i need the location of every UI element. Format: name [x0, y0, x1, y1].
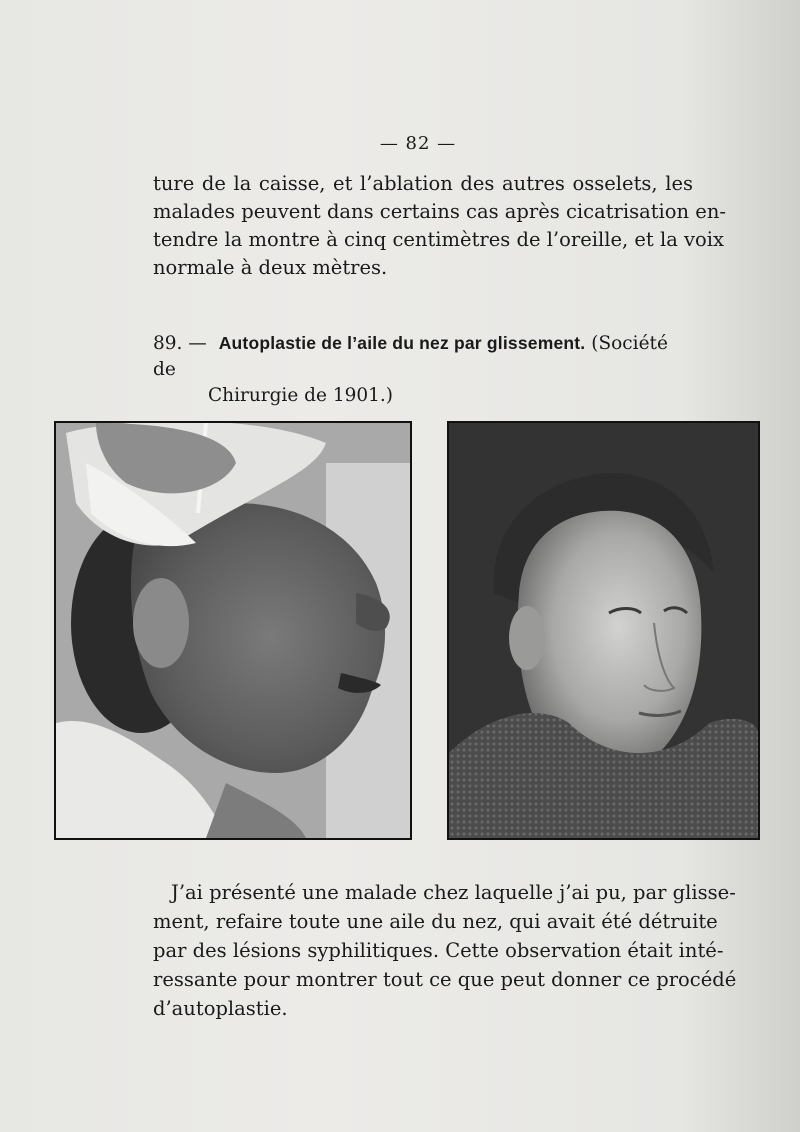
section-heading	[153, 330, 683, 409]
figure-right-photo	[447, 421, 760, 840]
portrait-photo-illustration	[449, 423, 758, 838]
text-line: normale à deux mètres.	[153, 256, 388, 279]
text-line: d’autoplastie.	[153, 997, 288, 1020]
text-line: tendre la montre à cinq centimètres de l’oreille, et la voix	[153, 228, 725, 251]
text-line: par des lésions syphilitiques. Cette observation était inté-	[153, 939, 724, 962]
text-line: malades peuvent dans certains cas après cicatrisation en-	[153, 200, 726, 223]
text-line: ressante pour montrer tout ce que peut donner ce procédé	[153, 968, 737, 991]
section-source-continued: Chirurgie de 1901.)	[208, 385, 394, 406]
text-line: J’ai présenté une malade chez laquelle j’ai pu, par glisse-	[171, 881, 736, 904]
section-source: (Société de	[153, 333, 668, 380]
paragraph-2	[153, 878, 737, 1023]
text-line: ture de la caisse, et l’ablation des autres osselets, les	[153, 172, 693, 195]
section-title: Autoplastie de l’aile du nez par glissement.	[218, 333, 586, 353]
page-number: — 82 —	[379, 133, 457, 154]
profile-photo-illustration	[56, 423, 410, 838]
section-number: 89. —	[153, 333, 207, 354]
paragraph-1	[153, 170, 726, 282]
text-line: ment, refaire toute une aile du nez, qui avait été détruite	[153, 910, 718, 933]
figure-left-photo	[54, 421, 412, 840]
